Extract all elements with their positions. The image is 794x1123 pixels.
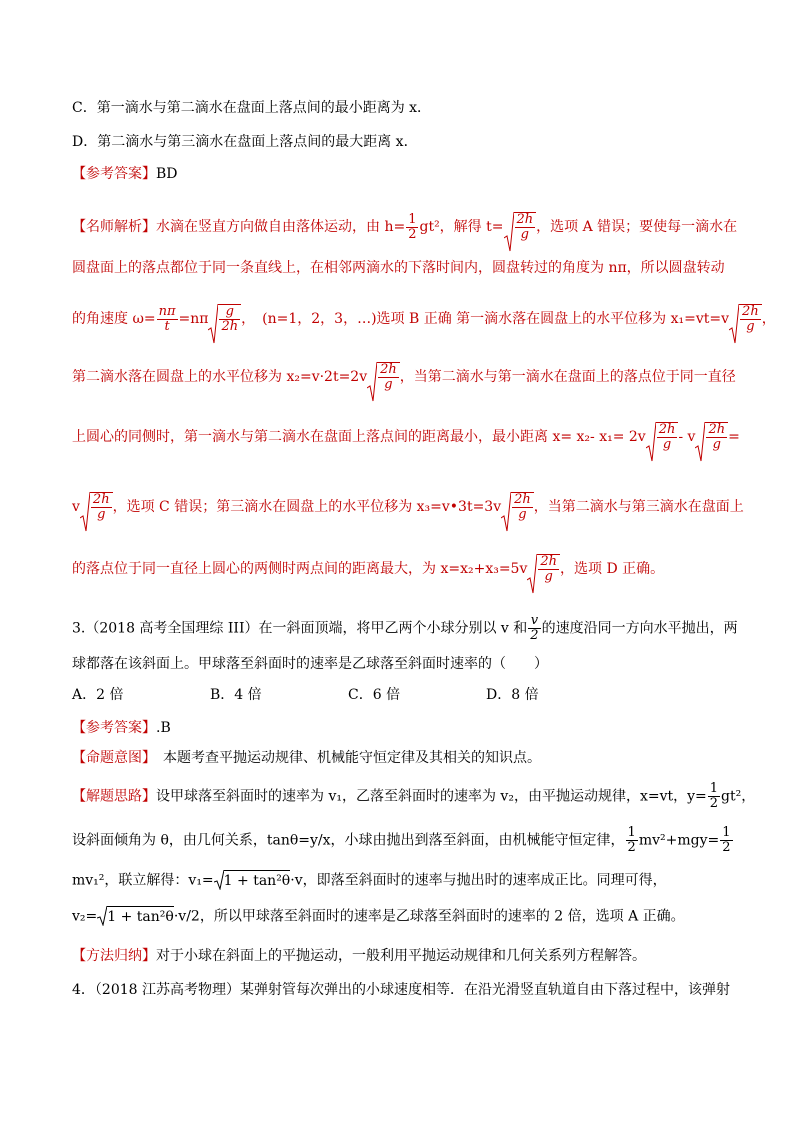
method-tag: 【方法归纳】 <box>72 948 156 964</box>
text: 第二滴水落在圆盘上的水平位移为 x₂=v·2t=2v <box>72 369 368 385</box>
sqrt-2h-over-g <box>527 554 560 584</box>
num: 2h <box>540 554 558 569</box>
option-d: D．第二滴水与第三滴水在盘面上落点间的最大距离 x． <box>72 134 418 150</box>
fraction-half <box>708 782 720 811</box>
idea-tag: 【解题思路】 <box>72 788 156 805</box>
num: 1 <box>709 781 719 796</box>
num: 1 <box>408 211 417 227</box>
text: ， <box>761 311 776 327</box>
answer-1 <box>72 164 178 184</box>
num: g <box>219 305 240 320</box>
text: v₂= <box>72 908 98 925</box>
text: ，选项 D 正确。 <box>560 561 665 577</box>
den: 2 <box>530 628 539 643</box>
text: v <box>72 499 80 515</box>
answer-2 <box>72 718 171 738</box>
option-c: C．第一滴水与第二滴水在盘面上落点间的最小距离为 x． <box>72 100 432 116</box>
option-d: D．8 倍 <box>486 687 539 703</box>
sqrt-2h-over-g <box>729 304 762 334</box>
intent-line <box>72 748 541 768</box>
num: 2h <box>708 422 726 437</box>
explanation-line-1 <box>72 212 737 242</box>
text: 的速度沿同一方向水平抛出，两 <box>541 620 738 637</box>
method-line <box>72 946 646 966</box>
text: ·v/2，所以甲球落至斜面时的速率是乙球落至斜面时的速率的 2 倍，选项 A 正确。 <box>173 908 685 925</box>
num: 1 <box>722 825 731 840</box>
fraction-half <box>406 213 418 242</box>
den: g <box>97 507 106 522</box>
idea-line-4 <box>72 906 685 927</box>
question-4-line: 4．（2018 江苏高考物理）某弹射管每次弹出的小球速度相等．在沿光滑竖直轨道自由下落过程中，该弹射 <box>72 982 730 998</box>
fraction-v-over-2 <box>528 614 540 643</box>
text: ，选项 C 错误；第三滴水在圆盘上的水平位移为 x₃=v•3t=3v <box>112 499 502 515</box>
answer-tag: 【参考答案】 <box>72 166 156 182</box>
question-3-options <box>72 685 624 705</box>
text: 1 + tan²θ <box>107 906 174 927</box>
den: 2 <box>709 796 719 811</box>
text: mv₁²，联立解得：v₁= <box>72 872 214 889</box>
text: =nπ <box>178 311 209 327</box>
explanation-line-3 <box>72 304 776 334</box>
text: - v <box>678 429 696 445</box>
text: gt²， <box>721 788 756 805</box>
fraction-half <box>626 826 638 855</box>
question-3-line-1 <box>72 614 738 643</box>
text: 的落点位于同一直径上圆心的两侧时两点间的距离最大，为 x=x₂+x₃=5v <box>72 561 528 577</box>
num: nπ <box>158 303 176 319</box>
text: 上圆心的同侧时，第一滴水与第二滴水在盘面上落点间的距离最小，最小距离 x= x₂- x₁= 2v <box>72 429 646 445</box>
sqrt-2h-over-g <box>504 212 537 242</box>
text: ，选项 A 错误；要使每一滴水在 <box>536 219 738 235</box>
question-3-line-2: 球都落在该斜面上。甲球落至斜面时的速率是乙球落至斜面时速率的（ ） <box>72 656 548 672</box>
sqrt-2h-over-g <box>80 492 113 522</box>
sqrt-2h-over-g <box>367 362 400 392</box>
den: g <box>520 227 529 242</box>
option-b: B．4 倍 <box>210 687 262 703</box>
explanation-line-2: 圆盘面上的落点都位于同一条直线上，在相邻两滴水的下落时间内，圆盘转过的角度为 nπ，所以圆盘转动 <box>72 260 725 276</box>
text: gt²，解得 t= <box>419 219 504 235</box>
den: t <box>164 318 170 334</box>
text: 水滴在竖直方向做自由落体运动，由 h= <box>156 219 406 235</box>
sqrt-2h-over-g <box>501 492 534 522</box>
intent-tag: 【命题意图】 <box>72 750 149 766</box>
den: g <box>662 437 672 452</box>
text: ， (n=1，2，3，…)选项 B 正确 第一滴水落在圆盘上的水平位移为 x₁=vt=v <box>241 311 730 327</box>
text: ，当第二滴水与第一滴水在盘面上的落点位于同一直径 <box>399 369 736 385</box>
num: v <box>528 614 540 629</box>
explanation-line-4 <box>72 362 736 392</box>
num: 2h <box>514 492 531 507</box>
fraction-npi-t <box>157 305 178 334</box>
text: 设甲球落至斜面时的速率为 v₁，乙落至斜面时的速率为 v₂，由平抛运动规律，x=vt，y= <box>156 788 707 805</box>
den: g <box>384 377 393 392</box>
text: 本题考查平抛运动规律、机械能守恒定律及其相关的知识点。 <box>149 750 541 766</box>
sqrt-1-plus-tan2 <box>97 906 174 927</box>
explanation-line-5 <box>72 422 740 452</box>
num: 2h <box>742 304 759 319</box>
text: = <box>728 429 740 445</box>
num: 2h <box>658 422 676 437</box>
answer-value: BD <box>156 166 178 182</box>
den: g <box>544 569 553 584</box>
sqrt-1-plus-tan2 <box>214 870 291 891</box>
text: mv²+mgy= <box>638 832 720 849</box>
text: 的角速度 ω= <box>72 311 156 327</box>
option-a: A．2 倍 <box>72 687 124 703</box>
text: 对于小球在斜面上的平抛运动，一般利用平抛运动规律和几何关系列方程解答。 <box>156 948 646 964</box>
text: ，当第二滴水与第三滴水在盘面上 <box>533 499 744 515</box>
answer-value: .B <box>156 720 171 736</box>
text: 设斜面倾角为 θ，由几何关系，tanθ=y/x，小球由抛出到落至斜面，由机械能守恒定律， <box>72 832 625 849</box>
den: 2h <box>221 319 239 334</box>
den: g <box>712 437 721 452</box>
idea-line-2 <box>72 826 734 855</box>
option-c: C．6 倍 <box>348 687 401 703</box>
num: 1 <box>627 825 636 840</box>
idea-line-3 <box>72 870 667 891</box>
num: 2h <box>516 212 534 227</box>
idea-line-1 <box>72 782 755 811</box>
den: 2 <box>722 840 731 855</box>
den: g <box>518 507 527 522</box>
explanation-line-6 <box>72 492 744 522</box>
text: 1 + tan²θ <box>224 870 291 891</box>
fraction-half <box>720 826 732 855</box>
text: 3.（2018 高考全国理综 III）在一斜面顶端，将甲乙两个小球分别以 v 和 <box>72 620 528 637</box>
den: g <box>746 319 755 334</box>
den: 2 <box>408 226 417 242</box>
text: ·v，即落至斜面时的速率与抛出时的速率成正比。同理可得， <box>290 872 667 889</box>
sqrt-g-over-2h <box>208 304 241 334</box>
den: 2 <box>627 840 636 855</box>
sqrt-2h-over-g <box>695 422 728 452</box>
explanation-line-7 <box>72 554 664 584</box>
num: 2h <box>92 492 110 507</box>
sqrt-2h-over-g <box>646 422 679 452</box>
num: 2h <box>380 362 397 377</box>
answer-tag: 【参考答案】 <box>72 720 156 736</box>
explanation-tag: 【名师解析】 <box>72 219 156 235</box>
